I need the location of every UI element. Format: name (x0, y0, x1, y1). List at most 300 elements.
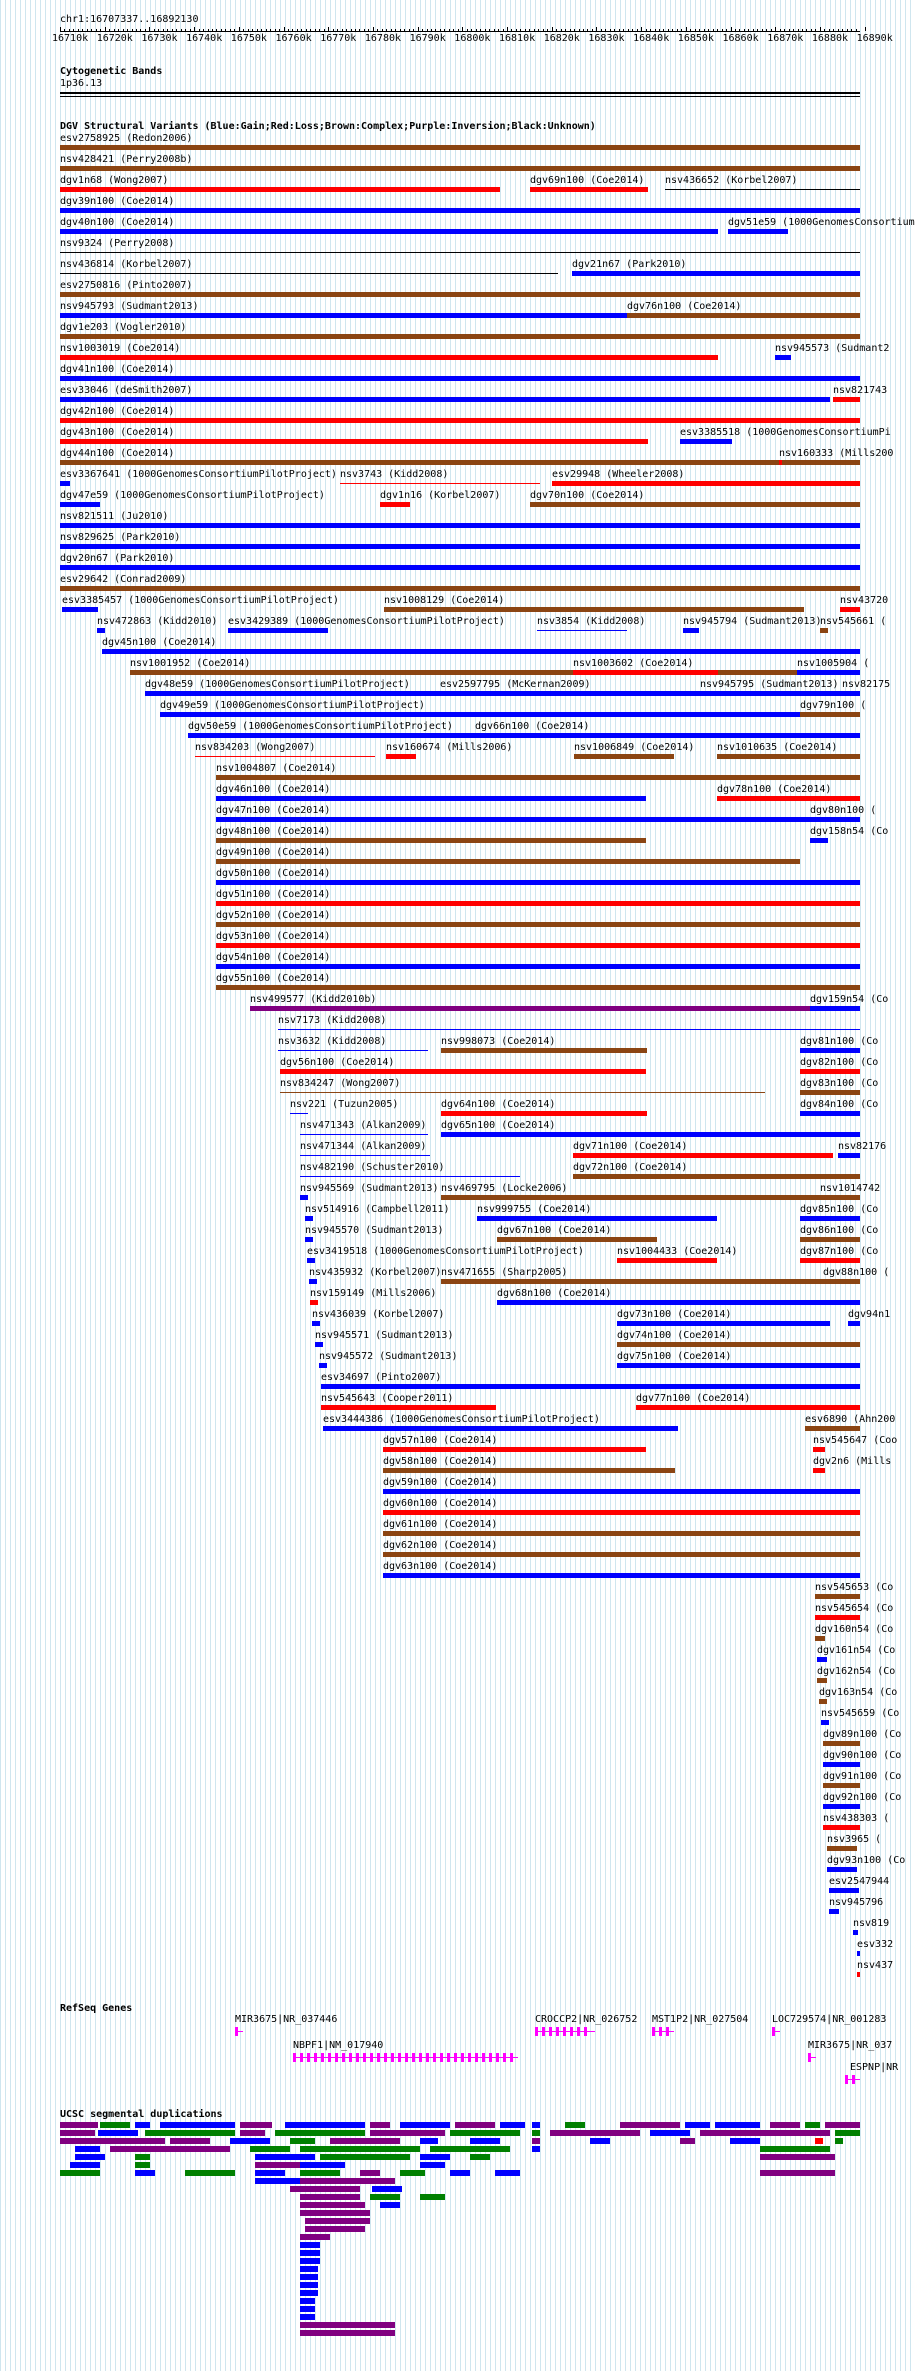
dgv-feature-bar[interactable] (280, 1092, 765, 1093)
refseq-exon[interactable] (328, 2053, 331, 2062)
refseq-exon[interactable] (405, 2053, 408, 2062)
dgv-feature-bar[interactable] (440, 691, 640, 696)
segdup-block[interactable] (105, 2138, 165, 2144)
dgv-feature-bar[interactable] (810, 1006, 860, 1011)
refseq-exon[interactable] (542, 2027, 545, 2036)
dgv-feature-bar[interactable] (60, 187, 500, 192)
segdup-block[interactable] (700, 2130, 830, 2136)
dgv-feature-bar[interactable] (827, 1867, 857, 1872)
segdup-block[interactable] (370, 2122, 390, 2128)
dgv-feature-bar[interactable] (728, 229, 788, 234)
dgv-feature-bar[interactable] (779, 460, 782, 465)
refseq-exon[interactable] (314, 2053, 317, 2062)
refseq-exon[interactable] (433, 2053, 436, 2062)
dgv-feature-bar[interactable] (441, 1048, 647, 1053)
refseq-exon[interactable] (447, 2053, 450, 2062)
dgv-feature-bar[interactable] (827, 1846, 857, 1851)
dgv-feature-bar[interactable] (800, 712, 860, 717)
segdup-block[interactable] (370, 2130, 445, 2136)
dgv-feature-bar[interactable] (441, 1279, 860, 1284)
dgv-feature-bar[interactable] (573, 1153, 833, 1158)
segdup-block[interactable] (60, 2122, 98, 2128)
dgv-feature-bar[interactable] (441, 1111, 647, 1116)
refseq-exon[interactable] (384, 2053, 387, 2062)
segdup-block[interactable] (185, 2170, 235, 2176)
refseq-exon[interactable] (235, 2027, 238, 2036)
segdup-block[interactable] (135, 2122, 150, 2128)
dgv-feature-bar[interactable] (530, 502, 860, 507)
segdup-block[interactable] (305, 2226, 365, 2232)
segdup-block[interactable] (110, 2146, 150, 2152)
segdup-block[interactable] (360, 2170, 380, 2176)
refseq-exon[interactable] (363, 2053, 366, 2062)
refseq-exon[interactable] (510, 2053, 513, 2062)
dgv-feature-bar[interactable] (216, 859, 800, 864)
dgv-feature-bar[interactable] (813, 1447, 825, 1452)
dgv-feature-bar[interactable] (813, 1468, 825, 1473)
dgv-feature-bar[interactable] (829, 1888, 859, 1893)
ruler-minor-tick (105, 29, 106, 31)
segdup-block[interactable] (300, 2234, 330, 2240)
refseq-exon[interactable] (391, 2053, 394, 2062)
segdup-block[interactable] (532, 2146, 540, 2152)
dgv-feature-bar[interactable] (838, 1153, 860, 1158)
dgv-feature-bar[interactable] (60, 252, 860, 253)
segdup-block[interactable] (372, 2186, 402, 2192)
dgv-feature-bar[interactable] (216, 922, 860, 927)
segdup-block[interactable] (255, 2162, 300, 2168)
refseq-exon[interactable] (454, 2053, 457, 2062)
refseq-exon[interactable] (468, 2053, 471, 2062)
dgv-feature-bar[interactable] (717, 796, 860, 801)
refseq-exon[interactable] (307, 2053, 310, 2062)
dgv-feature-bar[interactable] (290, 1113, 308, 1114)
segdup-block[interactable] (300, 2194, 360, 2200)
segdup-block[interactable] (470, 2154, 490, 2160)
dgv-feature-bar[interactable] (800, 1111, 860, 1116)
dgv-feature-bar[interactable] (323, 1426, 678, 1431)
dgv-feature-bar[interactable] (310, 1300, 318, 1305)
dgv-feature-bar[interactable] (305, 1216, 313, 1221)
dgv-feature-bar[interactable] (700, 691, 860, 696)
segdup-block[interactable] (145, 2130, 235, 2136)
segdup-block[interactable] (300, 2250, 320, 2256)
dgv-feature-bar[interactable] (383, 1531, 860, 1536)
dgv-feature-bar[interactable] (840, 607, 860, 612)
dgv-feature-bar[interactable] (102, 649, 860, 654)
refseq-exon[interactable] (845, 2075, 848, 2084)
dgv-feature-bar[interactable] (60, 355, 718, 360)
refseq-exon[interactable] (321, 2053, 324, 2062)
segdup-block[interactable] (835, 2138, 843, 2144)
dgv-feature-bar[interactable] (216, 817, 860, 822)
refseq-exon[interactable] (563, 2027, 566, 2036)
segdup-block[interactable] (760, 2170, 835, 2176)
dgv-feature-bar[interactable] (815, 1594, 860, 1599)
dgv-feature-bar[interactable] (60, 523, 860, 528)
dgv-feature-bar[interactable] (817, 1678, 827, 1683)
dgv-feature-bar[interactable] (819, 1699, 827, 1704)
dgv-feature-bar[interactable] (60, 273, 558, 274)
dgv-feature-bar[interactable] (441, 1132, 860, 1137)
dgv-feature-bar[interactable] (60, 397, 830, 402)
segdup-block[interactable] (305, 2218, 370, 2224)
dgv-feature-bar[interactable] (228, 628, 328, 633)
dgv-feature-bar[interactable] (857, 1972, 860, 1977)
segdup-block[interactable] (300, 2170, 340, 2176)
segdup-block[interactable] (532, 2130, 540, 2136)
segdup-block[interactable] (730, 2138, 760, 2144)
segdup-block[interactable] (680, 2138, 695, 2144)
segdup-block[interactable] (450, 2130, 520, 2136)
dgv-feature-bar[interactable] (300, 1155, 430, 1156)
refseq-exon[interactable] (852, 2075, 855, 2084)
segdup-block[interactable] (650, 2130, 690, 2136)
dgv-feature-bar[interactable] (60, 208, 860, 213)
segdup-block[interactable] (300, 2266, 318, 2272)
refseq-exon[interactable] (577, 2027, 580, 2036)
dgv-feature-bar[interactable] (305, 1237, 313, 1242)
segdup-block[interactable] (275, 2130, 365, 2136)
refseq-exon[interactable] (426, 2053, 429, 2062)
dgv-feature-bar[interactable] (97, 628, 105, 633)
dgv-feature-bar[interactable] (60, 439, 648, 444)
segdup-block[interactable] (685, 2122, 710, 2128)
dgv-feature-bar[interactable] (216, 964, 860, 969)
dgv-feature-bar[interactable] (800, 1069, 860, 1074)
segdup-block[interactable] (75, 2154, 105, 2160)
dgv-feature-bar[interactable] (307, 1258, 315, 1263)
segdup-block[interactable] (500, 2122, 525, 2128)
refseq-exon[interactable] (342, 2053, 345, 2062)
refseq-exon[interactable] (370, 2053, 373, 2062)
dgv-feature-bar[interactable] (617, 1258, 717, 1263)
segdup-block[interactable] (805, 2122, 820, 2128)
dgv-feature-bar[interactable] (617, 1342, 860, 1347)
dgv-feature-bar[interactable] (775, 355, 791, 360)
dgv-feature-bar[interactable] (60, 544, 860, 549)
refseq-exon[interactable] (475, 2053, 478, 2062)
dgv-feature-bar[interactable] (383, 1468, 675, 1473)
dgv-feature-bar[interactable] (848, 1321, 860, 1326)
dgv-feature-bar[interactable] (617, 1321, 830, 1326)
dgv-feature-bar[interactable] (617, 1363, 860, 1368)
dgv-feature-bar[interactable] (60, 565, 860, 570)
segdup-block[interactable] (60, 2170, 100, 2176)
segdup-block[interactable] (760, 2146, 830, 2152)
dgv-feature-bar[interactable] (497, 1237, 657, 1242)
segdup-block[interactable] (70, 2162, 100, 2168)
segdup-block[interactable] (330, 2138, 400, 2144)
dgv-feature-bar[interactable] (384, 607, 804, 612)
dgv-feature-bar[interactable] (853, 1930, 858, 1935)
dgv-feature-bar[interactable] (130, 670, 848, 675)
segdup-block[interactable] (835, 2130, 860, 2136)
refseq-exon[interactable] (652, 2027, 655, 2036)
segdup-block[interactable] (300, 2314, 315, 2320)
segdup-block[interactable] (455, 2122, 495, 2128)
refseq-exon[interactable] (335, 2053, 338, 2062)
segdup-block[interactable] (300, 2282, 318, 2288)
segdup-block[interactable] (300, 2330, 395, 2336)
dgv-feature-bar[interactable] (817, 1657, 827, 1662)
dgv-feature-bar[interactable] (810, 838, 828, 843)
segdup-block[interactable] (300, 2298, 315, 2304)
dgv-feature-bar[interactable] (383, 1510, 860, 1515)
dgv-feature-bar[interactable] (383, 1552, 860, 1557)
ruler-tick-label: 16830k (588, 33, 625, 44)
dgv-feature-bar[interactable] (475, 733, 860, 738)
refseq-exon[interactable] (482, 2053, 485, 2062)
refseq-exon[interactable] (356, 2053, 359, 2062)
dgv-feature-bar[interactable] (829, 1909, 839, 1914)
segdup-block[interactable] (380, 2202, 400, 2208)
dgv-feature-bar[interactable] (477, 1216, 717, 1221)
dgv-feature-bar[interactable] (60, 145, 860, 150)
segdup-block[interactable] (255, 2154, 315, 2160)
dgv-feature-bar[interactable] (800, 1258, 860, 1263)
segdup-block[interactable] (532, 2122, 540, 2128)
refseq-exon[interactable] (535, 2027, 538, 2036)
dgv-feature-bar[interactable] (383, 1489, 860, 1494)
dgv-feature-bar[interactable] (278, 1050, 428, 1051)
segdup-block[interactable] (300, 2258, 320, 2264)
segdup-block[interactable] (135, 2170, 155, 2176)
dgv-feature-bar[interactable] (497, 1300, 860, 1305)
dgv-feature-bar[interactable] (60, 376, 860, 381)
refseq-exon[interactable] (300, 2053, 303, 2062)
segdup-block[interactable] (420, 2154, 450, 2160)
refseq-exon[interactable] (808, 2053, 811, 2062)
dgv-feature-bar[interactable] (300, 1195, 308, 1200)
dgv-feature-bar[interactable] (823, 1741, 860, 1746)
segdup-block[interactable] (300, 2162, 345, 2168)
segdup-block[interactable] (240, 2122, 272, 2128)
dgv-feature-bar[interactable] (216, 901, 860, 906)
segdup-block[interactable] (135, 2162, 150, 2168)
dgv-feature-bar[interactable] (216, 985, 860, 990)
dgv-feature-bar[interactable] (60, 502, 100, 507)
segdup-block[interactable] (60, 2138, 105, 2144)
dgv-feature-bar[interactable] (60, 418, 860, 423)
dgv-feature-bar[interactable] (62, 607, 98, 612)
dgv-feature-bar[interactable] (386, 754, 416, 759)
dgv-feature-bar[interactable] (60, 292, 860, 297)
dgv-feature-bar[interactable] (797, 670, 860, 675)
dgv-feature-bar[interactable] (216, 796, 646, 801)
segdup-block[interactable] (370, 2194, 400, 2200)
segdup-block[interactable] (300, 2274, 318, 2280)
segdup-block[interactable] (550, 2130, 640, 2136)
refseq-exon[interactable] (412, 2053, 415, 2062)
dgv-feature-bar[interactable] (312, 1321, 320, 1326)
segdup-block[interactable] (290, 2186, 360, 2192)
segdup-block[interactable] (300, 2290, 318, 2296)
segdup-block[interactable] (715, 2122, 760, 2128)
dgv-feature-bar[interactable] (380, 502, 410, 507)
segdup-block[interactable] (250, 2146, 290, 2152)
dgv-feature-bar[interactable] (383, 1447, 646, 1452)
segdup-block[interactable] (300, 2146, 420, 2152)
dgv-feature-bar[interactable] (309, 1279, 317, 1284)
segdup-block[interactable] (170, 2138, 210, 2144)
refseq-exon[interactable] (419, 2053, 422, 2062)
segdup-block[interactable] (300, 2306, 315, 2312)
segdup-block[interactable] (100, 2122, 130, 2128)
segdup-block[interactable] (470, 2138, 500, 2144)
dgv-feature-bar[interactable] (60, 166, 860, 171)
dgv-feature-bar[interactable] (636, 1405, 860, 1410)
segdup-block[interactable] (420, 2162, 445, 2168)
dgv-feature-bar[interactable] (160, 712, 860, 717)
dgv-feature-bar[interactable] (278, 1029, 860, 1030)
dgv-feature-bar[interactable] (321, 1405, 496, 1410)
dgv-feature-bar[interactable] (683, 628, 699, 633)
dgv-feature-bar[interactable] (300, 1176, 520, 1177)
segdup-block[interactable] (815, 2138, 823, 2144)
refseq-exon[interactable] (549, 2027, 552, 2036)
dgv-feature-bar[interactable] (810, 817, 860, 822)
segdup-block[interactable] (760, 2154, 835, 2160)
segdup-block[interactable] (430, 2146, 510, 2152)
refseq-exon[interactable] (496, 2053, 499, 2062)
segdup-block[interactable] (532, 2138, 540, 2144)
dgv-feature-bar[interactable] (195, 756, 375, 757)
segdup-block[interactable] (620, 2122, 680, 2128)
dgv-feature-bar[interactable] (60, 586, 860, 591)
dgv-feature-bar[interactable] (552, 481, 860, 486)
segdup-block[interactable] (135, 2154, 150, 2160)
dgv-feature-bar[interactable] (665, 189, 860, 190)
refseq-exon[interactable] (556, 2027, 559, 2036)
refseq-exon[interactable] (503, 2053, 506, 2062)
dgv-feature-bar[interactable] (340, 483, 540, 484)
dgv-feature-bar[interactable] (833, 397, 860, 402)
ruler-minor-tick (422, 29, 423, 31)
segdup-block[interactable] (770, 2122, 800, 2128)
dgv-feature-bar[interactable] (280, 1069, 646, 1074)
segdup-block[interactable] (240, 2130, 265, 2136)
dgv-feature-bar[interactable] (820, 1195, 860, 1200)
dgv-feature-bar[interactable] (800, 1048, 860, 1053)
refseq-exon[interactable] (584, 2027, 587, 2036)
dgv-feature-bar[interactable] (717, 754, 860, 759)
segdup-block[interactable] (98, 2130, 138, 2136)
segdup-block[interactable] (300, 2242, 320, 2248)
dgv-feature-bar[interactable] (315, 1342, 323, 1347)
dgv-feature-bar[interactable] (800, 1237, 860, 1242)
refseq-exon[interactable] (440, 2053, 443, 2062)
segdup-block[interactable] (75, 2146, 100, 2152)
refseq-exon[interactable] (666, 2027, 669, 2036)
dgv-feature-bar[interactable] (823, 1804, 860, 1809)
dgv-feature-bar[interactable] (441, 1195, 860, 1200)
dgv-feature-bar[interactable] (250, 1006, 810, 1011)
refseq-exon[interactable] (349, 2053, 352, 2062)
dgv-feature-bar[interactable] (857, 1951, 860, 1956)
segdup-block[interactable] (400, 2170, 425, 2176)
dgv-feature-bar[interactable] (842, 691, 860, 696)
dgv-feature-bar[interactable] (805, 1426, 860, 1431)
ruler-minor-tick (677, 29, 678, 31)
dgv-feature-bar[interactable] (216, 880, 860, 885)
refseq-exon[interactable] (659, 2027, 662, 2036)
dgv-feature-bar[interactable] (821, 1720, 829, 1725)
ruler-tick-label: 16750k (230, 33, 267, 44)
segdup-block[interactable] (450, 2170, 470, 2176)
dgv-feature-bar[interactable] (60, 334, 860, 339)
dgv-feature-bar[interactable] (300, 1134, 428, 1135)
ruler-minor-tick (520, 29, 521, 31)
dgv-feature-bar[interactable] (823, 1825, 860, 1830)
dgv-feature-bar[interactable] (60, 229, 718, 234)
dgv-feature-bar[interactable] (823, 1762, 860, 1767)
segdup-block[interactable] (60, 2130, 95, 2136)
dgv-feature-bar[interactable] (680, 439, 732, 444)
segdup-block[interactable] (285, 2122, 365, 2128)
refseq-exon[interactable] (398, 2053, 401, 2062)
dgv-feature-bar[interactable] (321, 1384, 860, 1389)
dgv-feature-bar[interactable] (574, 754, 674, 759)
segdup-block[interactable] (590, 2138, 610, 2144)
segdup-block[interactable] (825, 2122, 860, 2128)
dgv-feature-bar[interactable] (60, 460, 860, 465)
dgv-feature-bar[interactable] (537, 630, 627, 631)
dgv-feature-bar[interactable] (573, 670, 718, 675)
segdup-block[interactable] (300, 2202, 365, 2208)
refseq-exon[interactable] (489, 2053, 492, 2062)
dgv-feature-bar[interactable] (216, 838, 646, 843)
dgv-feature-bar[interactable] (383, 1573, 860, 1578)
dgv-feature-bar[interactable] (800, 1090, 860, 1095)
segdup-block[interactable] (300, 2178, 395, 2184)
dgv-feature-bar[interactable] (572, 271, 860, 276)
segdup-block[interactable] (300, 2322, 395, 2328)
segdup-block[interactable] (255, 2170, 285, 2176)
refseq-exon[interactable] (570, 2027, 573, 2036)
dgv-feature-bar[interactable] (319, 1363, 327, 1368)
dgv-feature-bar[interactable] (216, 775, 860, 780)
segdup-block[interactable] (420, 2138, 438, 2144)
segdup-block[interactable] (320, 2154, 410, 2160)
refseq-exon[interactable] (377, 2053, 380, 2062)
dgv-feature-bar[interactable] (815, 1615, 860, 1620)
refseq-exon[interactable] (461, 2053, 464, 2062)
segdup-block[interactable] (150, 2146, 230, 2152)
dgv-feature-bar[interactable] (530, 187, 648, 192)
segdup-block[interactable] (400, 2122, 450, 2128)
dgv-feature-bar[interactable] (820, 628, 828, 633)
dgv-feature-bar[interactable] (815, 1636, 825, 1641)
dgv-feature-bar[interactable] (627, 313, 860, 318)
segdup-block[interactable] (300, 2210, 370, 2216)
dgv-feature-bar[interactable] (60, 481, 70, 486)
dgv-feature-bar[interactable] (573, 1174, 860, 1179)
segdup-block[interactable] (230, 2138, 270, 2144)
segdup-block[interactable] (565, 2122, 585, 2128)
dgv-feature-bar[interactable] (823, 1783, 860, 1788)
dgv-feature-bar[interactable] (823, 1279, 860, 1284)
segdup-block[interactable] (420, 2194, 445, 2200)
cytoband-ideogram[interactable] (60, 92, 860, 94)
segdup-block[interactable] (495, 2170, 520, 2176)
refseq-exon[interactable] (293, 2053, 296, 2062)
refseq-exon[interactable] (772, 2027, 775, 2036)
dgv-feature-bar[interactable] (216, 943, 860, 948)
segdup-block[interactable] (160, 2122, 235, 2128)
dgv-feature-bar[interactable] (800, 1216, 860, 1221)
segdup-block[interactable] (290, 2138, 315, 2144)
